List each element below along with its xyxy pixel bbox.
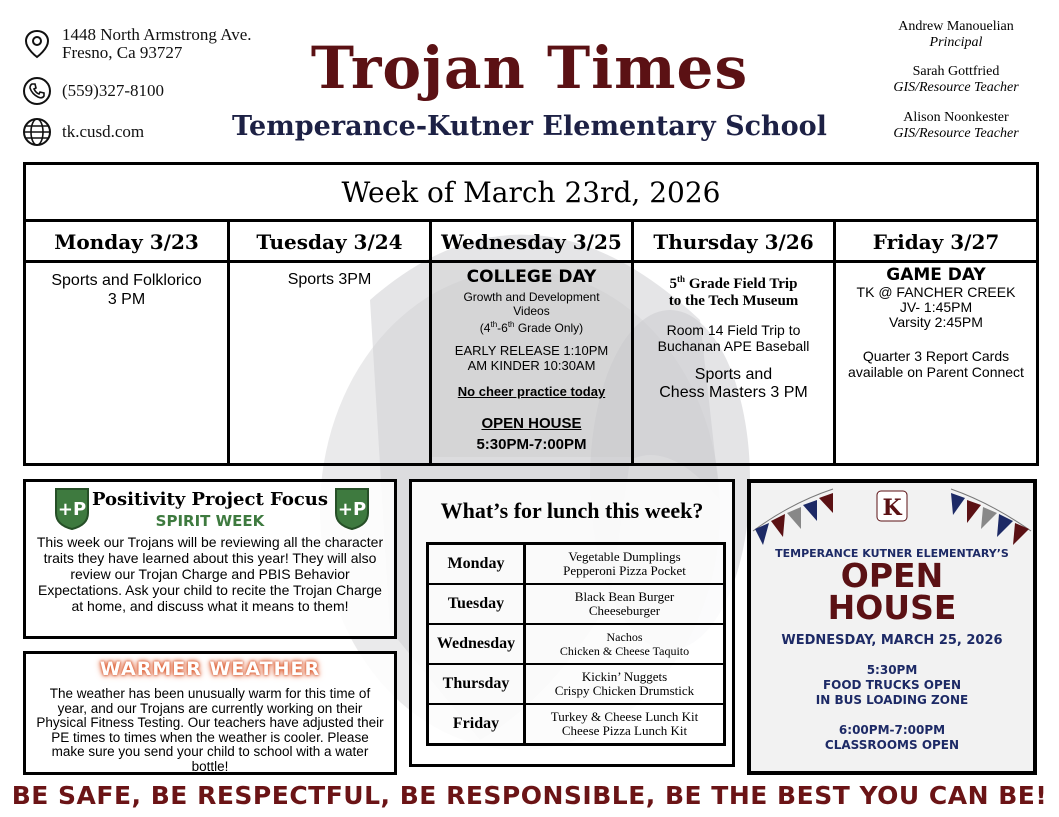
- day-text: Growth and Development: [463, 290, 600, 304]
- cheer-note: No cheer practice today: [457, 384, 606, 399]
- week-title: Week of March 23rd, 2026: [26, 165, 1036, 222]
- flyer-date: WEDNESDAY, MARCH 25, 2026: [781, 633, 1003, 648]
- svg-text:+P: +P: [57, 499, 87, 520]
- day-text: Room 14 Field Trip to: [666, 322, 801, 338]
- lunch-row: [429, 545, 723, 585]
- weather-title: WARMER WEATHER: [99, 658, 321, 680]
- lunch-box: [409, 479, 735, 767]
- lunch-item: Kickin’ Nuggets: [581, 669, 668, 684]
- lunch-item: Crispy Chicken Drumstick: [554, 683, 695, 698]
- newsletter-title: Trojan Times: [310, 34, 749, 102]
- flyer-classrooms: 6:00PM-7:00PM CLASSROOMS OPEN: [824, 723, 960, 752]
- address-line2: Fresno, Ca 93727: [62, 43, 183, 62]
- staff-resource-2: [871, 110, 1041, 142]
- flyer-food: 5:30PM FOOD TRUCKS OPEN IN BUS LOADING ZONE: [815, 663, 969, 707]
- day-text: EARLY RELEASE 1:10PM: [454, 343, 609, 358]
- tk-logo-icon: [875, 489, 909, 523]
- day-label: Friday 3/27: [836, 222, 1036, 263]
- open-house-flyer: [747, 479, 1037, 775]
- day-friday: [836, 222, 1036, 463]
- weather-text: The weather has been unusually warm for this time of year, and our Trojans are currently working on their Physical Fitness Testing. Our teachers have adjusted their PE times to times when the weather is cooler. Please make sure you send your child to school with a water bottle!: [36, 686, 384, 774]
- positivity-subtitle: SPIRIT WEEK: [155, 512, 265, 530]
- staff-name: Alison Noonkester: [903, 110, 1009, 125]
- day-text: AM KINDER 10:30AM: [467, 358, 596, 373]
- lunch-day: Tuesday: [429, 585, 526, 623]
- lunch-item: Cheese Pizza Lunch Kit: [561, 723, 688, 738]
- lunch-item: Nachos: [606, 630, 643, 644]
- day-text: TK @ FANCHER CREEK: [856, 284, 1016, 300]
- positivity-box: [23, 479, 397, 639]
- college-day: COLLEGE DAY: [466, 267, 597, 287]
- field-trip-title: to the Tech Museum: [668, 293, 799, 309]
- lunch-row: [429, 665, 723, 705]
- day-text: Videos: [513, 304, 550, 318]
- lunch-day: Monday: [429, 545, 526, 583]
- website-link[interactable]: tk.cusd.com: [62, 122, 145, 141]
- svg-text:K: K: [882, 495, 902, 521]
- lunch-day: Wednesday: [429, 625, 526, 663]
- lunch-title: What’s for lunch this week?: [440, 498, 704, 523]
- weather-box: [23, 651, 397, 775]
- staff-principal: [871, 19, 1041, 51]
- flyer-title-house: HOUSE: [827, 588, 957, 627]
- day-thursday: [634, 222, 836, 463]
- week-calendar: [23, 162, 1039, 466]
- day-text: Chess Masters 3 PM: [659, 384, 808, 401]
- staff-name: Andrew Manouelian: [898, 19, 1014, 34]
- flyer-school: TEMPERANCE KUTNER ELEMENTARY’S: [775, 547, 1009, 560]
- staff-role: Principal: [929, 35, 983, 50]
- grade-note: (4th-6th Grade Only): [479, 320, 584, 335]
- flyer-title-open: OPEN: [840, 556, 944, 595]
- lunch-item: Black Bean Burger: [574, 589, 675, 604]
- day-label: Thursday 3/26: [634, 222, 833, 263]
- staff-resource-1: [871, 64, 1041, 96]
- lunch-item: Pepperoni Pizza Pocket: [563, 563, 686, 578]
- day-text: 3 PM: [107, 291, 146, 308]
- day-text: Quarter 3 Report Cards: [862, 348, 1010, 364]
- day-monday: [26, 222, 230, 463]
- day-text: Sports 3PM: [287, 271, 372, 288]
- day-label: Monday 3/23: [26, 222, 227, 263]
- lunch-row: [429, 585, 723, 625]
- day-text: available on Parent Connect: [848, 364, 1024, 380]
- day-label: Wednesday 3/25: [432, 222, 631, 263]
- lunch-table: [426, 542, 726, 746]
- field-trip-title: 5th Grade Field Trip: [669, 274, 798, 292]
- lunch-day: Thursday: [429, 665, 526, 703]
- day-text: Sports and: [694, 366, 773, 383]
- svg-text:+P: +P: [337, 499, 367, 520]
- day-text: Varsity 2:45PM: [889, 314, 983, 330]
- school-name: Temperance-Kutner Elementary School: [232, 111, 827, 142]
- staff-name: Sarah Gottfried: [912, 64, 1000, 79]
- address-line1: 1448 North Armstrong Ave.: [62, 25, 252, 44]
- day-text: JV- 1:45PM: [899, 299, 973, 315]
- open-house-time: 5:30PM-7:00PM: [476, 436, 587, 453]
- game-day: GAME DAY: [886, 265, 986, 285]
- day-text: Buchanan APE Baseball: [657, 338, 810, 354]
- footer-motto: BE SAFE, BE RESPECTFUL, BE RESPONSIBLE, BE THE BEST YOU CAN BE!: [11, 781, 1048, 810]
- positivity-text: This week our Trojans will be reviewing all the character traits they have learned about this year! They will also review our Trojan Charge and PBIS Behavior Expectations. Ask your child to recite the Trojan Charge at home, and discuss what it means to them!: [36, 534, 384, 614]
- lunch-row: [429, 625, 723, 665]
- staff-role: GIS/Resource Teacher: [893, 126, 1019, 141]
- lunch-item: Chicken & Cheese Taquito: [559, 644, 690, 658]
- lunch-row: [429, 705, 723, 743]
- lunch-item: Cheeseburger: [588, 603, 661, 618]
- positivity-title: Positivity Project Focus: [91, 489, 329, 510]
- day-text: Sports and Folklorico: [51, 272, 202, 289]
- lunch-item: Vegetable Dumplings: [568, 549, 681, 564]
- phone-number: (559)327-8100: [62, 81, 164, 100]
- open-house-label: OPEN HOUSE: [481, 415, 582, 432]
- day-tuesday: [230, 222, 432, 463]
- lunch-item: Turkey & Cheese Lunch Kit: [550, 709, 699, 724]
- day-label: Tuesday 3/24: [230, 222, 429, 263]
- day-wednesday: [432, 222, 634, 463]
- lunch-day: Friday: [429, 705, 526, 743]
- staff-role: GIS/Resource Teacher: [893, 80, 1019, 95]
